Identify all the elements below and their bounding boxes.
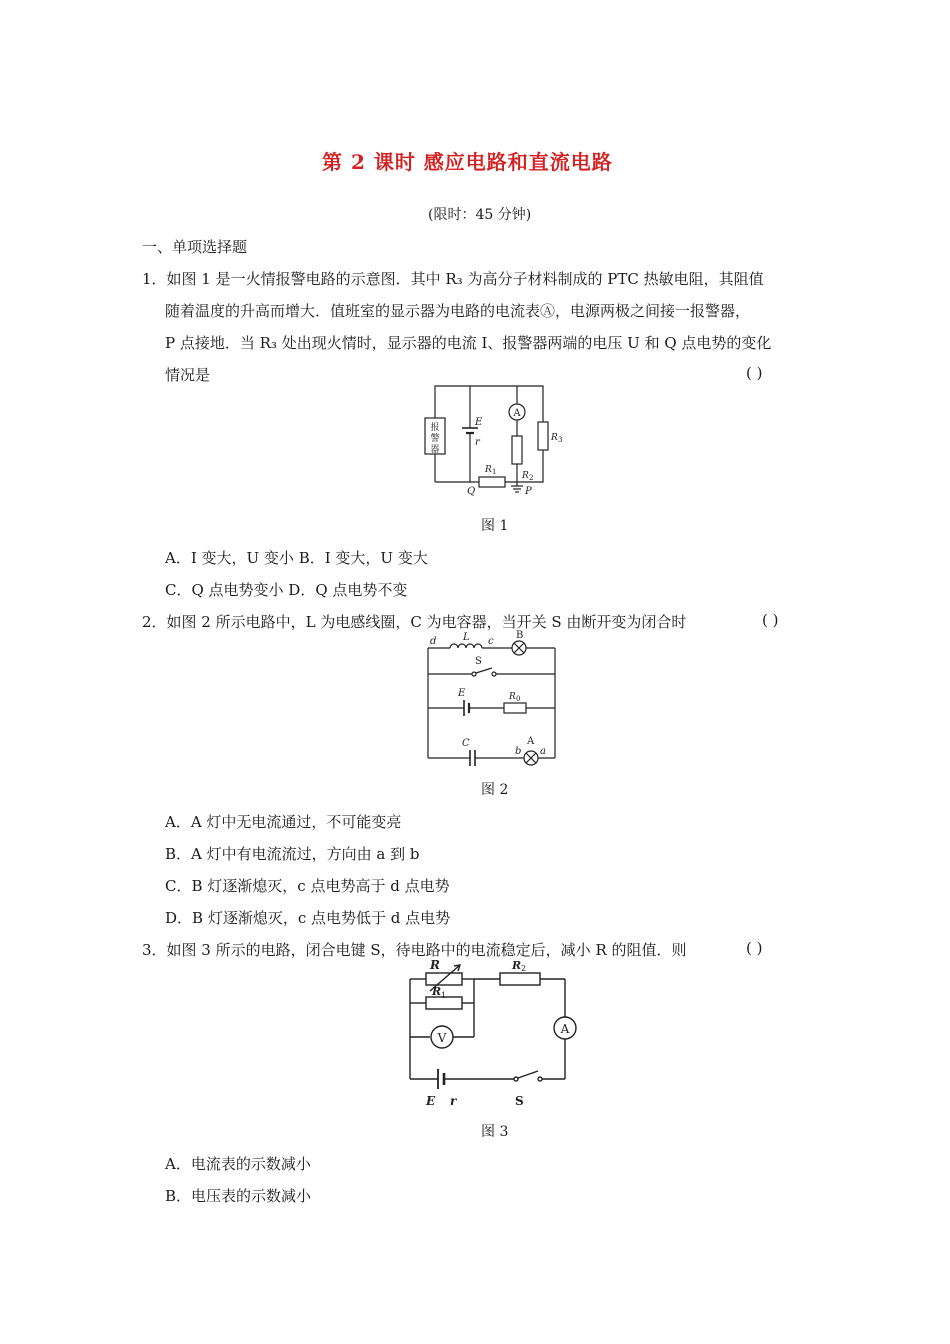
label-E3: E — [426, 1094, 436, 1108]
label-R2-3-sub: 2 — [521, 964, 527, 973]
label-R1-3-sub: 1 — [441, 991, 447, 1000]
q2-option-c: C．B 灯逐渐熄灭，c 点电势高于 d 点电势 — [165, 877, 450, 895]
label-R1-sub: 1 — [492, 468, 497, 476]
label-R2-3: R — [512, 959, 522, 972]
q2-option-b: B．A 灯中有电流流过，方向由 a 到 b — [165, 845, 420, 863]
resistor-R1 — [479, 477, 505, 487]
label-r3: r — [450, 1094, 457, 1108]
resistor-R2 — [512, 436, 522, 464]
figure-1-circuit — [415, 382, 575, 497]
resistor-R0 — [504, 703, 526, 713]
figure-2-circuit — [420, 628, 565, 768]
voltmeter-label: V — [437, 1031, 447, 1045]
label-R2: R — [522, 471, 529, 481]
inductor-coil — [450, 644, 482, 648]
label-R2-sub: 2 — [529, 474, 534, 482]
section-heading: 一、单项选择题 — [142, 238, 248, 256]
figure-3-circuit — [400, 955, 585, 1110]
label-R0: R — [509, 692, 516, 702]
page-title: 第 2 课时 感应电路和直流电路 — [322, 150, 613, 174]
switch-blade-3 — [518, 1071, 538, 1078]
q1-options-cd: C．Q 点电势变小 D．Q 点电势不变 — [165, 581, 408, 599]
alarm-char-2: 警 — [430, 434, 440, 444]
figure-2-caption: 图 2 — [481, 782, 509, 798]
label-E2: E — [458, 688, 466, 699]
ammeter-label-3: A — [560, 1022, 570, 1036]
resistor-R3 — [538, 422, 548, 450]
q1-line-3: P 点接地．当 R₃ 处出现火情时，显示器的电流 I、报警器两端的电压 U 和 Q 点电势的变化 — [165, 334, 772, 352]
label-R1: R — [485, 465, 492, 475]
label-L: L — [463, 632, 470, 643]
label-d: d — [430, 636, 437, 647]
label-A: A — [527, 736, 535, 747]
q3-option-a: A．电流表的示数减小 — [165, 1155, 311, 1173]
q2-answer-paren: ( ) — [762, 611, 779, 629]
label-b: b — [515, 746, 522, 757]
figure-1-caption: 图 1 — [481, 518, 509, 534]
time-limit: (限时：45 分钟) — [428, 207, 532, 223]
q3-answer-paren: ( ) — [746, 939, 763, 957]
q2-option-a: A．A 灯中无电流通过，不可能变亮 — [165, 813, 402, 831]
label-a: a — [540, 746, 546, 757]
label-S: S — [475, 656, 482, 667]
q1-line-1: 1．如图 1 是一火情报警电路的示意图．其中 R₃ 为高分子材料制成的 PTC 热敏电阻，其阻值 — [142, 270, 764, 288]
label-r: r — [475, 437, 480, 448]
label-P: P — [525, 486, 532, 497]
label-B: B — [516, 630, 524, 641]
q1-options-ab: A．I 变大，U 变小 B．I 变大，U 变大 — [165, 549, 428, 567]
ammeter-label: A — [513, 408, 521, 419]
label-R3: R — [551, 433, 558, 443]
figure-3-caption: 图 3 — [481, 1124, 509, 1140]
label-Q: Q — [467, 486, 476, 497]
alarm-char-3: 器 — [430, 445, 440, 455]
label-E: E — [475, 417, 483, 428]
label-c: c — [488, 636, 494, 647]
q2-stem: 2．如图 2 所示电路中，L 为电感线圈，C 为电容器，当开关 S 由断开变为闭合时 — [142, 613, 687, 631]
q3-stem: 3．如图 3 所示的电路，闭合电键 S，待电路中的电流稳定后，减小 R 的阻值．则 — [142, 941, 687, 959]
label-S3: S — [515, 1094, 524, 1108]
q2-option-d: D．B 灯逐渐熄灭，c 点电势低于 d 点电势 — [165, 909, 451, 927]
label-R3-sub: 3 — [558, 436, 563, 444]
q1-line-4: 情况是 — [165, 366, 211, 384]
label-C: C — [462, 738, 470, 749]
q1-line-2: 随着温度的升高而增大．值班室的显示器为电路的电流表Ⓐ，电源两极之间接一报警器， — [165, 302, 751, 320]
q3-option-b: B．电压表的示数减小 — [165, 1187, 312, 1205]
q1-answer-paren: ( ) — [746, 364, 763, 382]
resistor-R2 — [500, 973, 540, 985]
label-R0-sub: 0 — [516, 695, 521, 703]
label-R: R — [430, 958, 440, 972]
switch-blade — [476, 668, 492, 673]
alarm-char-1: 报 — [430, 423, 440, 433]
label-R1-3: R — [432, 985, 442, 998]
